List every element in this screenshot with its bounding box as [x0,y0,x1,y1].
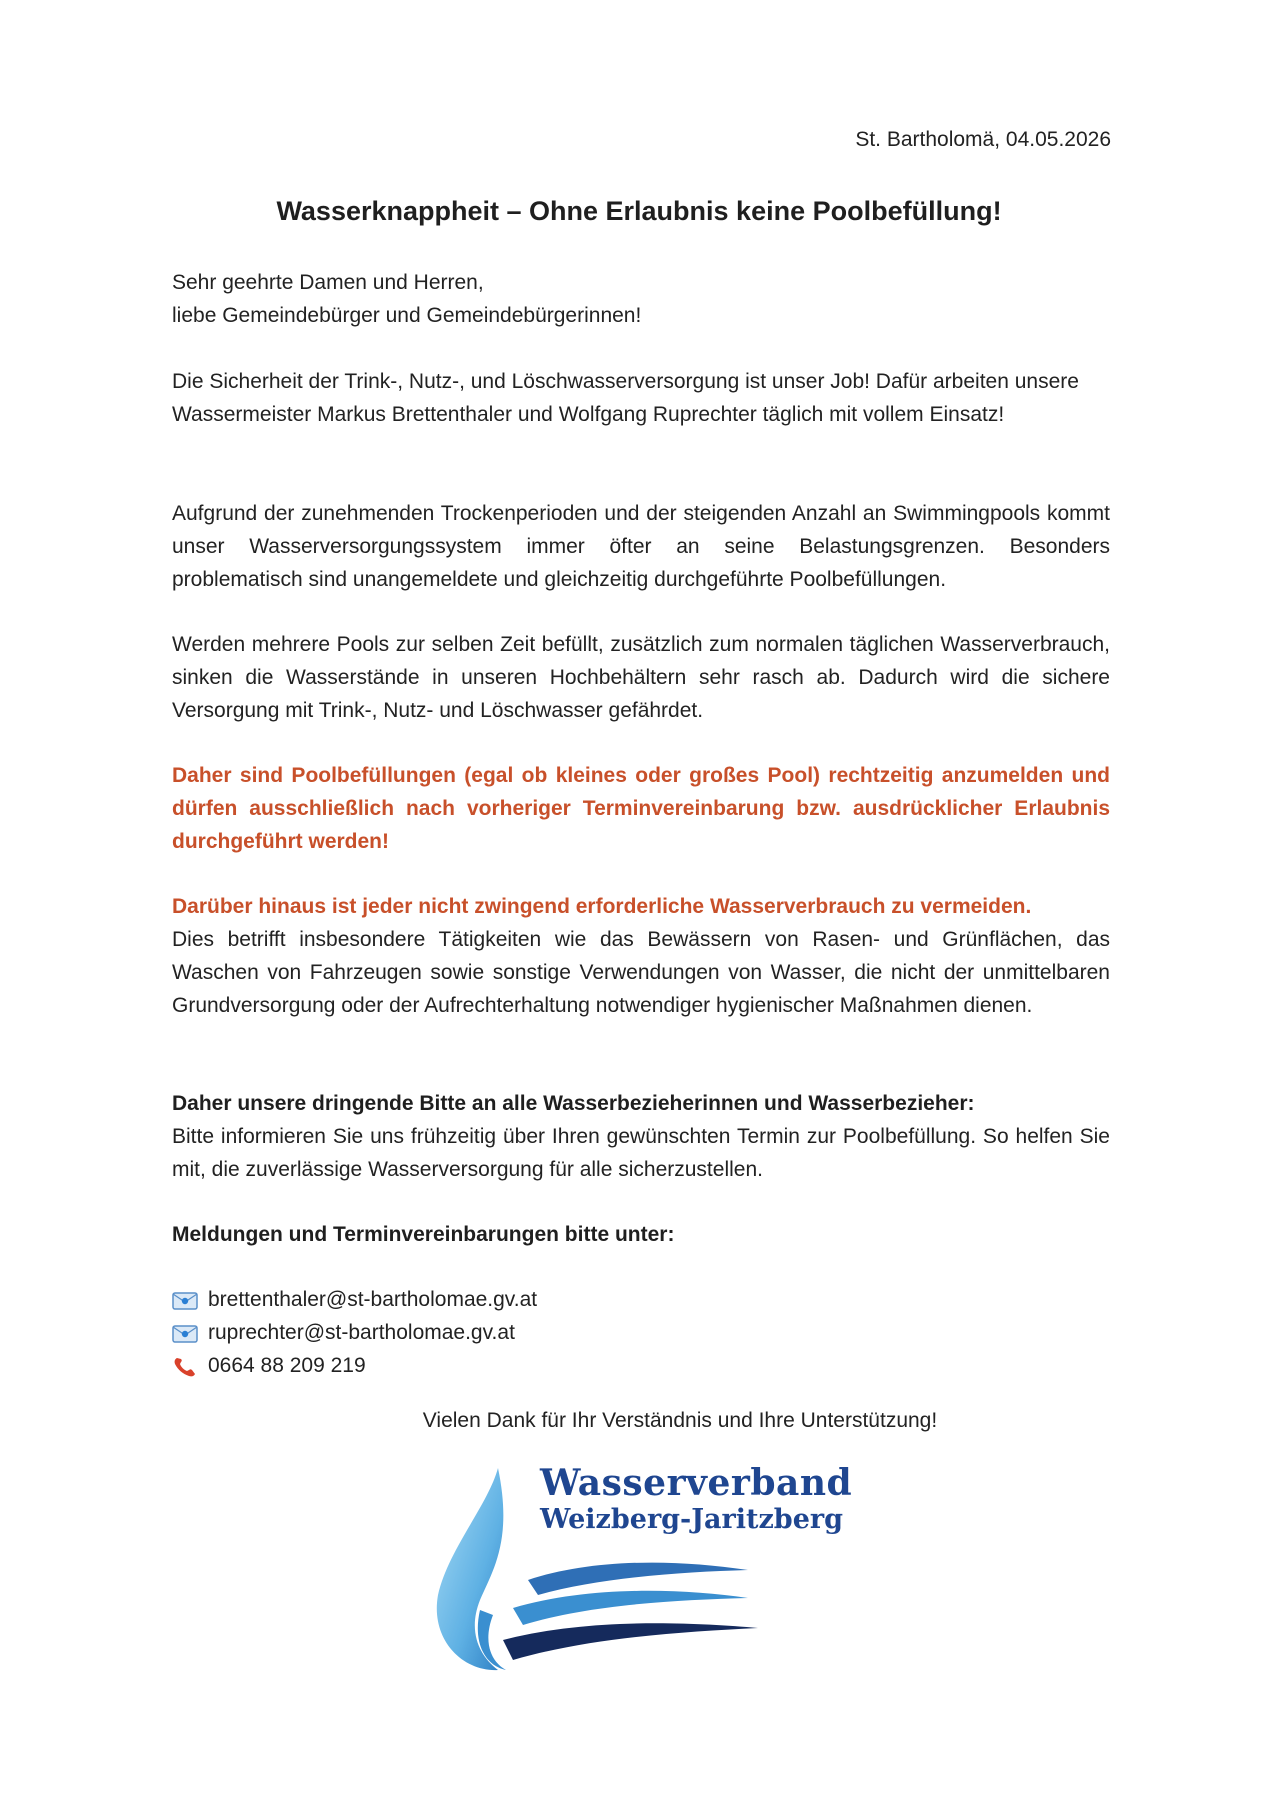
contact-list [172,1283,537,1382]
salutation-line-1: Sehr geehrte Damen und Herren, [172,271,484,294]
contact-email-2 [172,1316,537,1349]
contact-email-1 [172,1283,537,1316]
place-date: St. Bartholomä, 04.05.2026 [855,128,1111,151]
page-title: Wasserknappheit – Ohne Erlaubnis keine Poolbefüllung! [276,196,1002,226]
paragraph-5-text: Dies betrifft insbesondere Tätigkeiten wie das Bewässern von Rasen- und Grünflächen, das Waschen von Fahrzeugen sowie sonstige Verwendungen von Wasser, die nicht der unmittelbaren Grundversorgung oder der Aufrechterhaltung notwendiger hygienischer Maßnahmen dienen. [172,928,1110,1017]
logo-text-line-1: Wasserverband [540,1462,853,1504]
paragraph-3-text: Werden mehrere Pools zur selben Zeit befüllt, zusätzlich zum normalen täglichen Wasserverbrauch, sinken die Wasserstände in unseren Hochbehältern sehr rasch ab. Dadurch wird die sichere Versorgung mit Trink-, Nutz- und Löschwasser gefährdet. [172,633,1110,722]
closing-thanks: Vielen Dank für Ihr Verständnis und Ihre Unterstützung! [422,1409,938,1432]
paragraph-3 [172,628,1110,727]
paragraph-2 [172,497,1110,596]
contact-phone [172,1349,537,1382]
email-2-link[interactable]: ruprechter@st-bartholomae.gv.at [208,1321,515,1344]
paragraph-6-bold-text: Daher unsere dringende Bitte an alle Wasserbezieherinnen und Wasserbezieher: [172,1092,975,1115]
paragraph-1 [172,365,1110,431]
paragraph-6-text: Bitte informieren Sie uns frühzeitig über Ihren gewünschten Termin zur Poolbefüllung. So helfen Sie mit, die zuverlässige Wasserversorgung für alle sicherzustellen. [172,1125,1110,1181]
paragraph-5-red-text: Darüber hinaus ist jeder nicht zwingend erforderliche Wasserverbrauch zu vermeiden. [172,895,1032,918]
envelope-icon [172,1322,198,1344]
envelope-icon [172,1289,198,1311]
email-1-link[interactable]: brettenthaler@st-bartholomae.gv.at [208,1288,538,1311]
paragraph-2-text: Aufgrund der zunehmenden Trockenperioden und der steigenden Anzahl an Swimmingpools kommt unser Wasserversorgungssystem immer öfter an seine Belastungsgrenzen. Besonders problematisch sind unangemeldete und gleichzeitig durchgeführte Poolbefüllungen. [172,502,1110,591]
phone-icon [172,1355,198,1377]
salutation [172,266,1110,332]
paragraph-5 [172,890,1110,1022]
paragraph-7 [172,1218,1110,1251]
paragraph-4-red-text: Daher sind Poolbefüllungen (egal ob kleines oder großes Pool) rechtzeitig anzumelden und dürfen ausschließlich nach vorheriger Terminvereinbarung bzw. ausdrücklicher Erlaubnis durchgeführt werden! [172,764,1110,853]
paragraph-1-text: Die Sicherheit der Trink-, Nutz-, und Löschwasserversorgung ist unser Job! Dafür arbeiten unsere Wassermeister Markus Brettenthaler und Wolfgang Ruprechter täglich mit vollem Einsatz! [172,370,1079,426]
logo-text-line-2: Weizberg-Jaritzberg [540,1504,843,1535]
salutation-line-2: liebe Gemeindebürger und Gemeindebürgerinnen! [172,304,642,327]
paragraph-4 [172,759,1110,858]
paragraph-7-bold-text: Meldungen und Terminvereinbarungen bitte unter: [172,1223,675,1246]
paragraph-6 [172,1087,1110,1186]
phone-number[interactable]: 0664 88 209 219 [208,1354,366,1377]
